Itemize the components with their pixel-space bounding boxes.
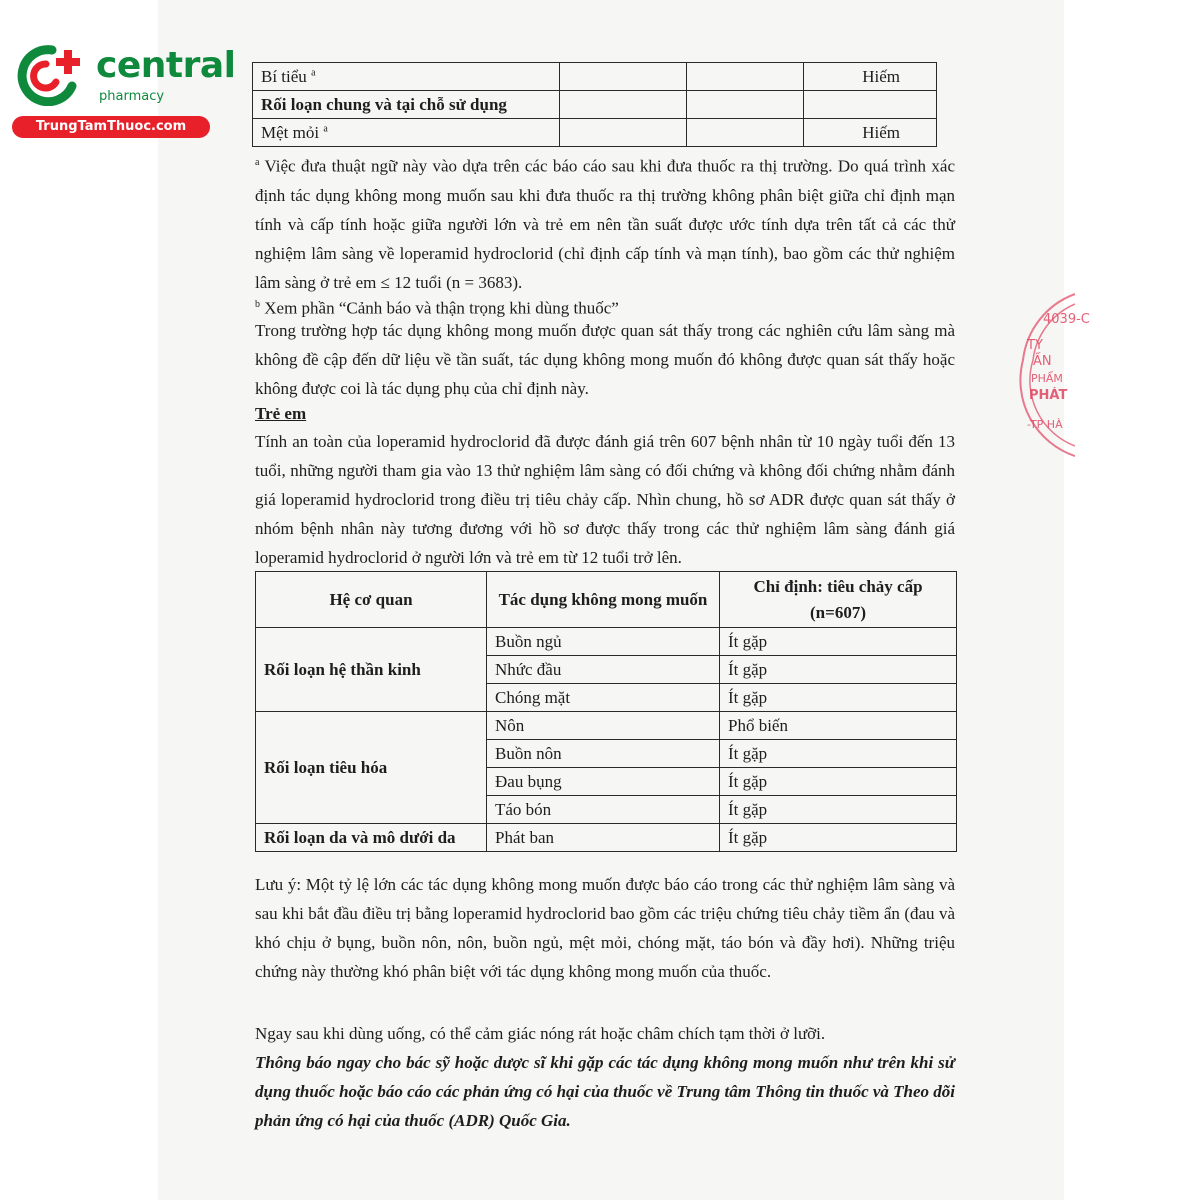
frequency-cell: Ít gặp xyxy=(720,740,957,768)
frequency-cell: Ít gặp xyxy=(720,684,957,712)
effect-cell: Táo bón xyxy=(487,796,720,824)
organ-group-cell: Rối loạn tiêu hóa xyxy=(256,712,487,824)
frequency-note-paragraph: Trong trường hợp tác dụng không mong muốn được quan sát thấy trong các nghiên cứu lâm sàng mà không đề cập đến dữ liệu về tần suất, tác dụng không mong muốn đó không được quan sát thấy hoặc không được coi là tác dụng phụ của chỉ định này. xyxy=(255,321,955,398)
effect-cell: Buồn nôn xyxy=(487,740,720,768)
organ-group-cell: Rối loạn da và mô dưới da xyxy=(256,824,487,852)
stamp-text: PHÁT xyxy=(1029,388,1068,403)
frequency-cell: Phổ biến xyxy=(720,712,957,740)
logo-url-badge[interactable]: TrungTamThuoc.com xyxy=(12,116,210,138)
logo-wordmark: central xyxy=(96,45,236,86)
footnote-b: $^b$ Xem phần “Cảnh báo và thận trọng khi dùng thuốc” xyxy=(255,298,619,318)
effect-cell: Chóng mặt xyxy=(487,684,720,712)
stamp-text: PHẨM xyxy=(1031,372,1063,385)
effect-cell: Đau bụng xyxy=(487,768,720,796)
table-row xyxy=(256,712,957,740)
header-cell: Chỉ định: tiêu chảy cấp (n=607) xyxy=(720,572,957,628)
pediatric-adverse-effects-table xyxy=(255,571,957,852)
empty-cell xyxy=(560,119,687,147)
empty-cell xyxy=(687,119,804,147)
table-row xyxy=(253,91,937,119)
header-cell: Tác dụng không mong muốn xyxy=(487,572,720,628)
frequency-cell: Ít gặp xyxy=(720,628,957,656)
table-row xyxy=(253,63,937,91)
stamp-text: 4039-C xyxy=(1043,312,1090,327)
frequency-cell: Ít gặp xyxy=(720,824,957,852)
effect-cell: Nôn xyxy=(487,712,720,740)
empty-cell xyxy=(560,91,687,119)
empty-cell xyxy=(687,91,804,119)
effect-cell: Nhức đầu xyxy=(487,656,720,684)
note-paragraph: Lưu ý: Một tỷ lệ lớn các tác dụng không mong muốn được báo cáo trong các thử nghiệm lâm sàng và sau khi bắt đầu điều trị bằng loperamid hydroclorid bao gồm các triệu chứng tiêu chảy tiềm ẩn (đau và khó chịu ở bụng, buồn nôn, nôn, buồn ngủ, mệt mỏi, chóng mặt, táo bón và đầy hơi). Những triệu chứng này thường khó phân biệt với tác dụng không mong muốn của thuốc. xyxy=(255,875,955,981)
adr-report-warning: Thông báo ngay cho bác sỹ hoặc dược sĩ khi gặp các tác dụng không mong muốn như trên khi sử dụng thuốc hoặc báo cáo các phản ứng có hại của thuốc về Trung tâm Thông tin thuốc và Theo dõi phản ứng có hại của thuốc (ADR) Quốc Gia. xyxy=(255,1053,956,1130)
logo-subtitle: pharmacy xyxy=(99,89,165,104)
frequency-cell: Ít gặp xyxy=(720,768,957,796)
frequency-cell xyxy=(804,91,937,119)
children-paragraph: Tính an toàn của loperamid hydroclorid đã được đánh giá trên 607 bệnh nhân từ 10 ngày tuổi đến 13 tuổi, những người tham gia vào 13 thử nghiệm lâm sàng có đối chứng và không đối chứng nhằm đánh giá loperamid hydroclorid trong điều trị tiêu chảy cấp. Nhìn chung, hồ sơ ADR được quan sát thấy ở nhóm bệnh nhân này tương đương với hồ sơ được thấy trong các thử nghiệm lâm sàng đánh giá loperamid hydroclorid ở người lớn và trẻ em từ 12 tuổi trở lên. xyxy=(255,432,955,567)
table-row xyxy=(256,628,957,656)
effect-cell: Buồn ngủ xyxy=(487,628,720,656)
header-cell: Hệ cơ quan xyxy=(256,572,487,628)
frequency-cell: Hiếm xyxy=(804,119,937,147)
frequency-cell: Hiếm xyxy=(804,63,937,91)
footnote-a: $^a$ Việc đưa thuật ngữ này vào dựa trên các báo cáo sau khi đưa thuốc ra thị trường. Do quá trình xác định tác dụng không mong muốn sau khi đưa thuốc ra thị trường không phân biệt giữa chỉ định mạn tính và cấp tính hoặc giữa người lớn và trẻ em nên tần suất được ước tính dựa trên tất cả các thử nghiệm lâm sàng về loperamid hydroclorid (chỉ định cấp tính và mạn tính), bao gồm các thử nghiệm lâm sàng ở trẻ em ≤ 12 tuổi (n = 3683). xyxy=(255,156,955,292)
empty-cell xyxy=(687,63,804,91)
central-pharmacy-logo[interactable] xyxy=(10,36,236,136)
effect-cell: Phát ban xyxy=(487,824,720,852)
organ-cell: Mệt mỏi $^a$ xyxy=(253,119,560,147)
organ-group-cell: Rối loạn chung và tại chỗ sử dụng xyxy=(253,91,560,119)
table-header-row xyxy=(256,572,957,628)
stamp-text: ẤN xyxy=(1033,354,1052,369)
tongue-sensation-paragraph: Ngay sau khi dùng uống, có thể cảm giác nóng rát hoặc châm chích tạm thời ở lưỡi. xyxy=(255,1024,826,1043)
frequency-cell: Ít gặp xyxy=(720,796,957,824)
red-seal-stamp xyxy=(1005,290,1090,460)
section-heading-children: Trẻ em xyxy=(255,404,307,423)
empty-cell xyxy=(560,63,687,91)
pharmacy-cross-icon xyxy=(12,42,84,106)
organ-group-cell: Rối loạn hệ thần kinh xyxy=(256,628,487,712)
organ-cell: Bí tiểu $^a$ xyxy=(253,63,560,91)
table-row xyxy=(253,119,937,147)
table-row xyxy=(256,824,957,852)
stamp-text: -TP HÀ xyxy=(1027,418,1063,431)
adverse-effects-table-continued xyxy=(252,62,937,147)
frequency-cell: Ít gặp xyxy=(720,656,957,684)
stamp-text: TY xyxy=(1027,338,1043,353)
